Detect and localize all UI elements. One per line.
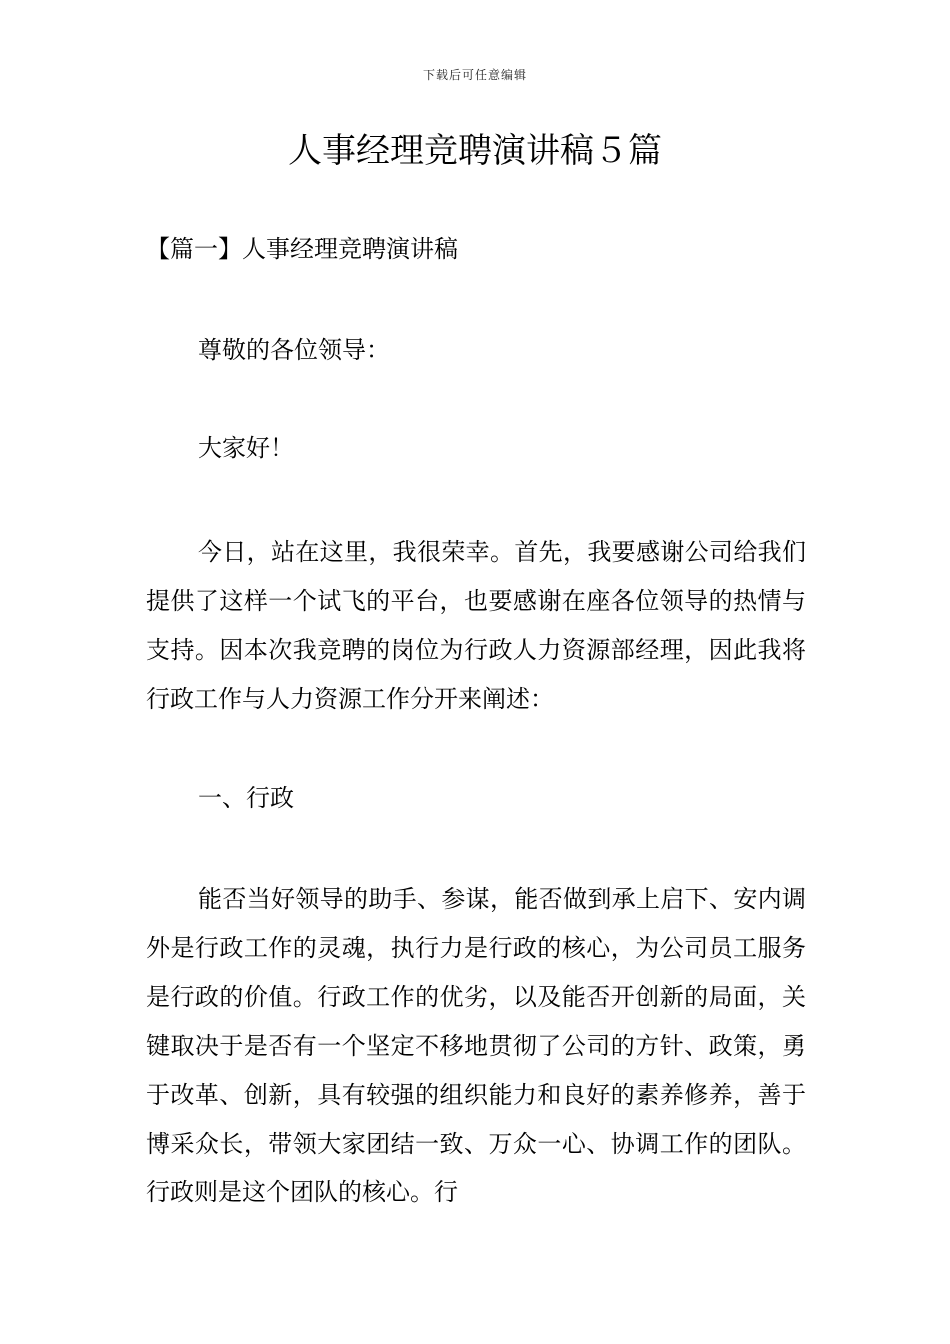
document-title: 人事经理竞聘演讲稿５篇 bbox=[288, 131, 662, 171]
section-heading: 【篇一】人事经理竞聘演讲稿 bbox=[146, 235, 458, 263]
page-header-note: 下载后可任意编辑 bbox=[422, 68, 527, 82]
salutation-paragraph: 尊敬的各位领导： bbox=[198, 336, 390, 364]
intro-paragraph: 今日，站在这里，我很荣幸。首先，我要感谢公司给我们提供了这样一个试飞的平台，也要感谢在座各位领导的热情与支持。因本次我竞聘的岗位为行政人力资源部经理，因此我将行政工作与人力资源工作分开来阐述： bbox=[146, 538, 806, 713]
admin-body-paragraph: 能否当好领导的助手、参谋，能否做到承上启下、安内调外是行政工作的灵魂，执行力是行政的核心，为公司员工服务是行政的价值。行政工作的优劣，以及能否开创新的局面，关键取决于是否有一个坚定不移地贯彻了公司的方针、政策，勇于改革、创新，具有较强的组织能力和良好的素养修养，善于博采众长，带领大家团结一致、万众一心、协调工作的团队。行政则是这个团队的核心。行 bbox=[146, 885, 806, 1207]
subsection-heading-admin: 一、行政 bbox=[198, 784, 294, 812]
greeting-paragraph: 大家好！ bbox=[198, 434, 294, 462]
